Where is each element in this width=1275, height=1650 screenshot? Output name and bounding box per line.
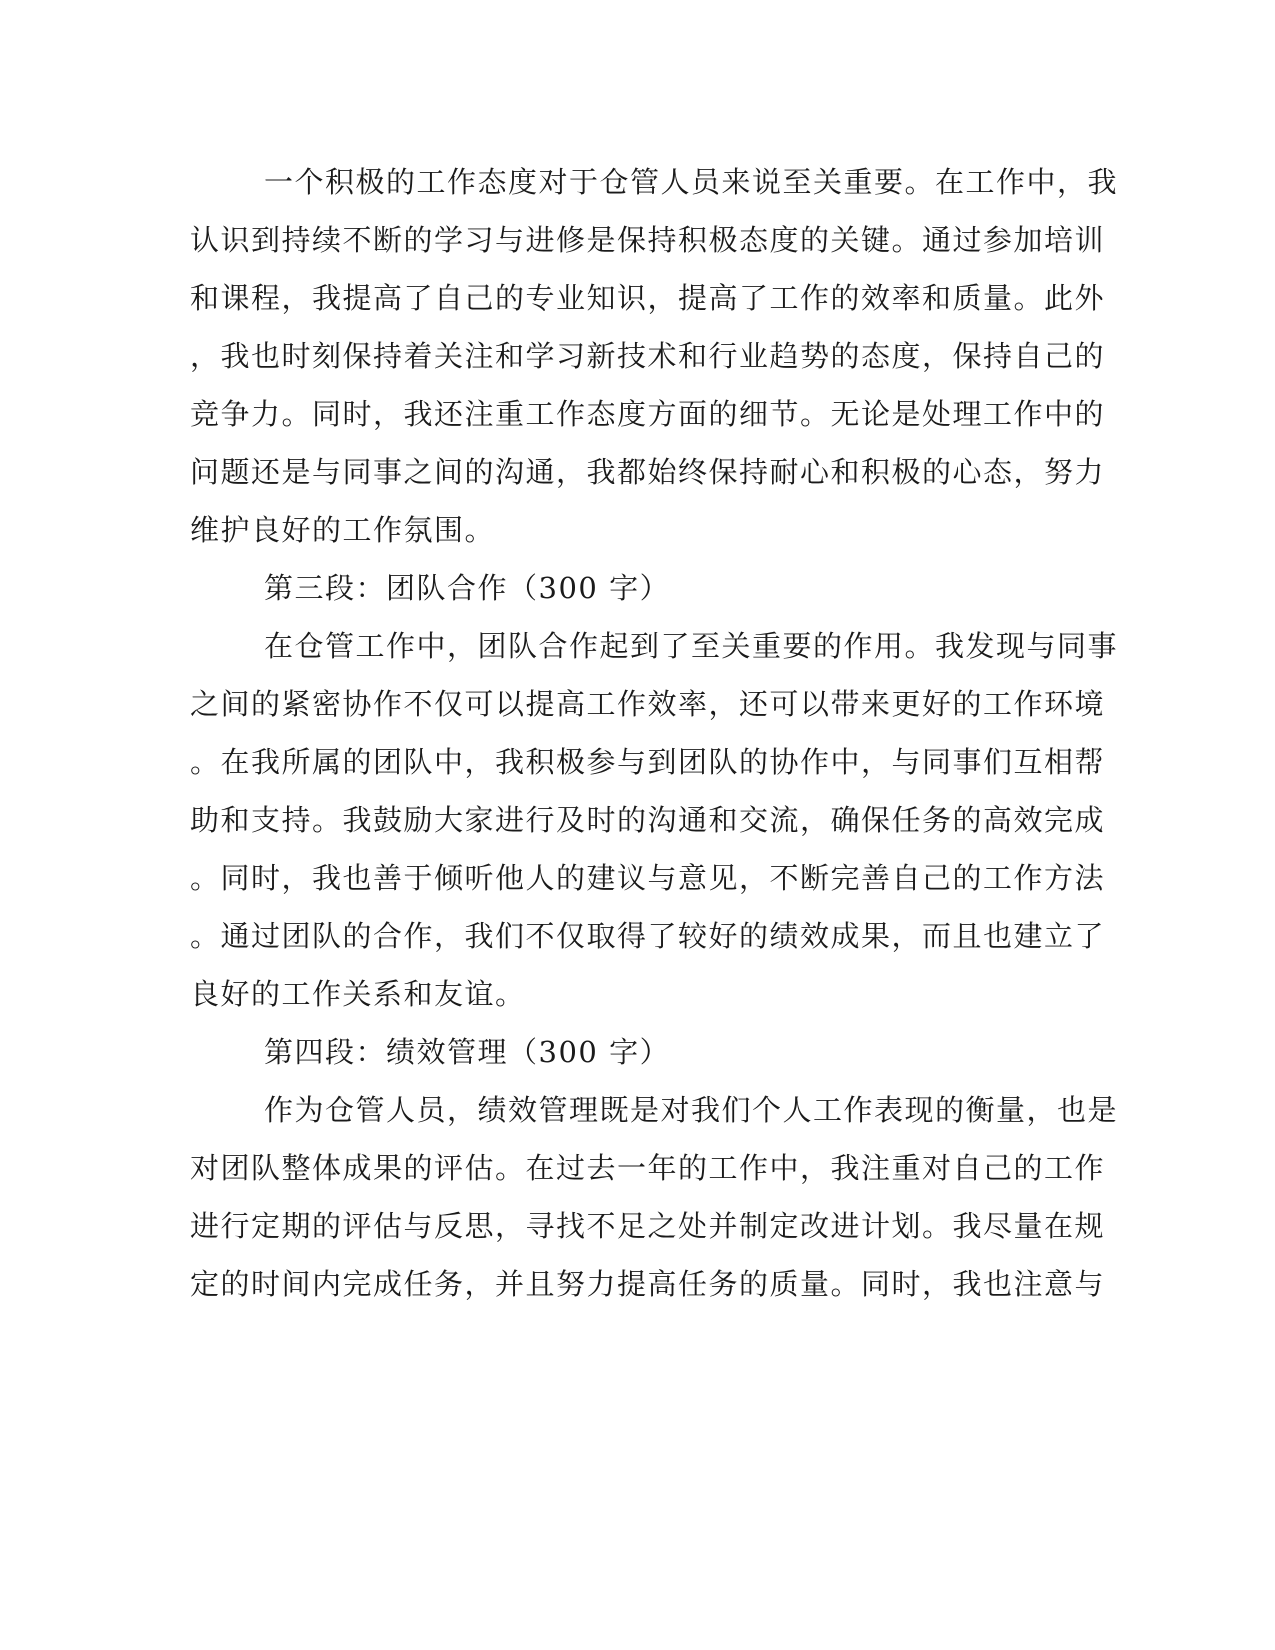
paragraph-line: 作为仓管人员，绩效管理既是对我们个人工作表现的衡量，也是 (264, 1093, 1119, 1127)
paragraph-line: 对团队整体成果的评估。在过去一年的工作中，我注重对自己的工作 (190, 1151, 1106, 1185)
paragraph-line: 问题还是与同事之间的沟通，我都始终保持耐心和积极的心态，努力 (190, 455, 1106, 489)
paragraph-line: 维护良好的工作氛围。 (190, 513, 496, 547)
paragraph-line: 良好的工作关系和友谊。 (190, 977, 526, 1011)
section-heading: 第四段：绩效管理（300 字） (264, 1035, 671, 1069)
paragraph-line: 和课程，我提高了自己的专业知识，提高了工作的效率和质量。此外 (190, 281, 1106, 315)
paragraph-line: 。在我所属的团队中，我积极参与到团队的协作中，与同事们互相帮 (190, 745, 1106, 779)
section-heading: 第三段：团队合作（300 字） (264, 571, 671, 605)
paragraph-line: 助和支持。我鼓励大家进行及时的沟通和交流，确保任务的高效完成 (190, 803, 1106, 837)
paragraph-line: 一个积极的工作态度对于仓管人员来说至关重要。在工作中，我 (264, 165, 1119, 199)
paragraph-line: ，我也时刻保持着关注和学习新技术和行业趋势的态度，保持自己的 (190, 339, 1106, 373)
paragraph-line: 竞争力。同时，我还注重工作态度方面的细节。无论是处理工作中的 (190, 397, 1106, 431)
paragraph-line: 。同时，我也善于倾听他人的建议与意见，不断完善自己的工作方法 (190, 861, 1106, 895)
paragraph-line: 定的时间内完成任务，并且努力提高任务的质量。同时，我也注意与 (190, 1267, 1106, 1301)
paragraph-line: 。通过团队的合作，我们不仅取得了较好的绩效成果，而且也建立了 (190, 919, 1106, 953)
paragraph-line: 在仓管工作中，团队合作起到了至关重要的作用。我发现与同事 (264, 629, 1119, 663)
paragraph-line: 进行定期的评估与反思，寻找不足之处并制定改进计划。我尽量在规 (190, 1209, 1106, 1243)
paragraph-line: 之间的紧密协作不仅可以提高工作效率，还可以带来更好的工作环境 (190, 687, 1106, 721)
paragraph-line: 认识到持续不断的学习与进修是保持积极态度的关键。通过参加培训 (190, 223, 1106, 257)
